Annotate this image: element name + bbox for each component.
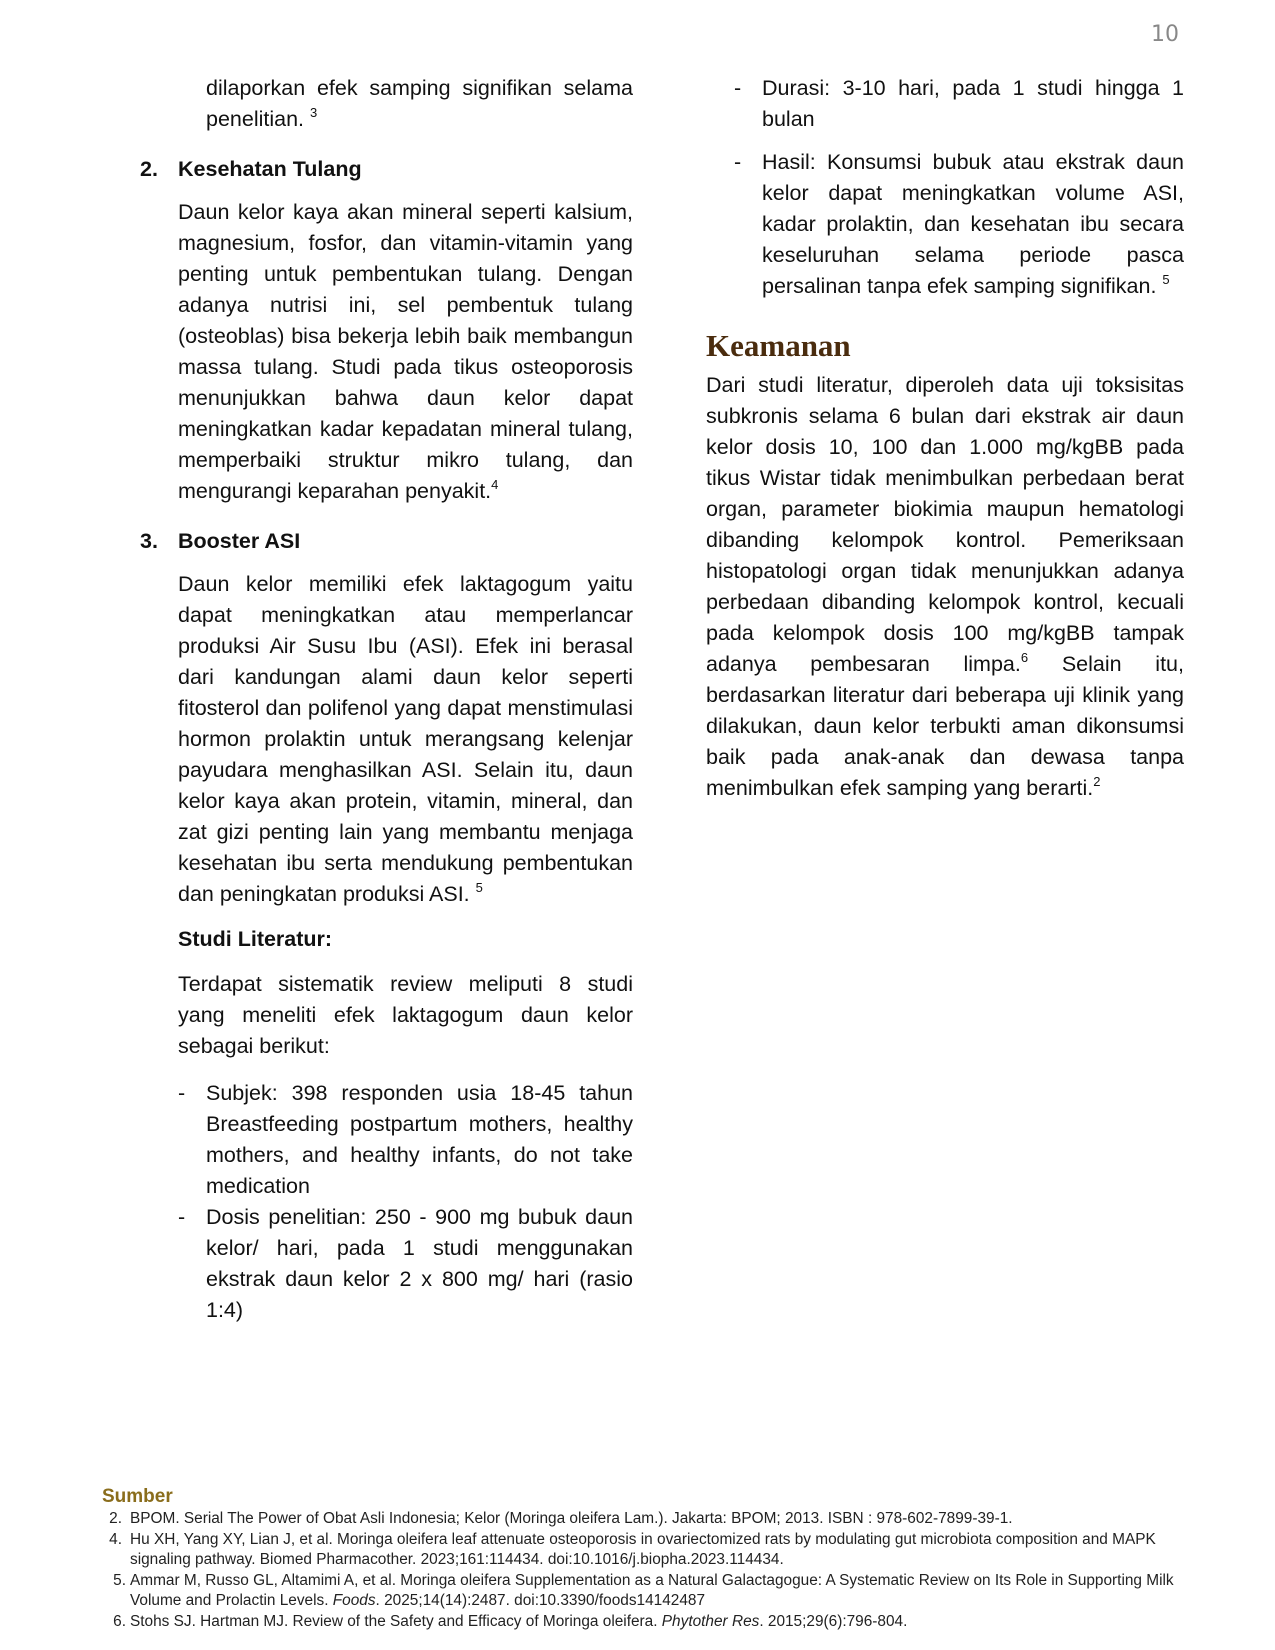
left-column: [140, 73, 633, 1326]
reference-number: 4.: [109, 1530, 122, 1548]
list-item: [734, 147, 1184, 302]
studi-literatur-heading: Studi Literatur:: [178, 927, 333, 951]
body-text: Daun kelor kaya akan mineral seperti kalsium, magnesium, fosfor, dan vitamin-vitamin yang penting untuk pembentukan tulang. Dengan adanya nutrisi ini, sel pembentuk tulang (osteoblas) bisa bekerja lebih baik membangun massa tulang. Studi pada tikus osteoporosis menunjukkan bahwa daun kelor dapat meningkatkan kadar kepadatan mineral tulang, memperbaiki struktur mikro tulang, dan mengurangi keparahan penyakit.: [178, 200, 633, 503]
intro-text: dilaporkan efek samping signifikan selama penelitian.: [206, 76, 633, 131]
reference-number: 2.: [109, 1510, 122, 1527]
list-item-text: [762, 147, 1184, 302]
section-title: Booster ASI: [178, 529, 301, 553]
dash-bullet: -: [734, 76, 742, 100]
reference-item: [102, 1612, 1182, 1633]
list-item-text: Subjek: 398 responden usia 18-45 tahun Breastfeeding postpartum mothers, healthy mothers, and healthy infants, do not take medication: [206, 1081, 633, 1198]
footnote-ref: 4: [491, 477, 499, 492]
reference-text-part: . 2025;14(14):2487. doi:10.3390/foods14142487: [375, 1592, 706, 1609]
reference-text-part: Ammar M, Russo GL, Altamimi A, et al. Moringa oleifera Supplementation as a Natural Galactagogue: A Systematic Review on Its Role in Supporting Milk Volume and Prolactin Levels.: [130, 1571, 1174, 1609]
journal-name: Phytother Res: [661, 1612, 760, 1630]
reference-text: [130, 1612, 1182, 1633]
reference-text-part: Stohs SJ. Hartman MJ. Review of the Safety and Efficacy of Moringa oleifera.: [130, 1612, 662, 1630]
reference-text: Hu XH, Yang XY, Lian J, et al. Moringa oleifera leaf attenuate osteoporosis in ovariectomized rats by modulating gut microbiota composition and MAPK signaling pathway. Biomed Pharmacother. 2023;161:114434. doi:10.1016/j.biopha.2023.114434.: [130, 1530, 1156, 1568]
reference-item: [102, 1509, 1182, 1530]
studi-literatur-list: [178, 1078, 633, 1326]
section-body-booster-asi: [178, 569, 633, 910]
footnote-ref: 5: [475, 880, 483, 895]
journal-name: Foods: [332, 1592, 376, 1609]
list-item-body: Hasil: Konsumsi bubuk atau ekstrak daun kelor dapat meningkatkan volume ASI, kadar prolaktin, dan kesehatan ibu secara keseluruhan selama periode pasca persalinan tanpa efek samping signifikan.: [762, 150, 1184, 298]
sources-section: [102, 1486, 1182, 1632]
section-heading-booster-asi: [140, 526, 633, 557]
footnote-ref: 5: [1162, 272, 1170, 287]
footnote-ref: 2: [1093, 774, 1101, 789]
reference-item: [102, 1571, 1182, 1612]
body-text: Selain itu, berdasarkan literatur dari beberapa uji klinik yang dilakukan, daun kelor terbukti aman dikonsumsi baik pada anak-anak dan dewasa tanpa menimbulkan efek samping yang berarti.: [706, 652, 1184, 800]
section-number: 3.: [140, 529, 158, 553]
list-item-text: Dosis penelitian: 250 - 900 mg bubuk daun kelor/ hari, pada 1 studi menggunakan ekstrak daun kelor 2 x 800 mg/ hari (rasio 1:4): [206, 1205, 633, 1322]
reference-item: [102, 1530, 1182, 1571]
reference-number: 5.: [113, 1571, 126, 1589]
right-column: [706, 73, 1184, 804]
sources-title: Sumber: [102, 1486, 173, 1507]
footnote-ref: 6: [1020, 650, 1029, 665]
dash-bullet: -: [178, 1081, 186, 1105]
reference-text-part: . 2015;29(6):796-804.: [759, 1612, 908, 1630]
keamanan-heading: Keamanan: [706, 328, 851, 363]
list-item: [178, 1202, 633, 1326]
reference-text: BPOM. Serial The Power of Obat Asli Indonesia; Kelor (Moringa oleifera Lam.). Jakarta: BPOM; 2013. ISBN : 978-602-7899-39-1.: [130, 1510, 1013, 1527]
studi-literatur-list-cont: [706, 73, 1184, 302]
footnote-ref: 3: [310, 105, 318, 120]
reference-text: [130, 1571, 1182, 1612]
section-title: Kesehatan Tulang: [178, 157, 362, 181]
intro-continuation: [206, 73, 633, 135]
body-text: Daun kelor memiliki efek laktagogum yaitu dapat meningkatkan atau memperlancar produksi Air Susu Ibu (ASI). Efek ini berasal dari kandungan alami daun kelor seperti fitosterol dan polifenol yang dapat menstimulasi hormon prolaktin untuk merangsang kelenjar payudara menghasilkan ASI. Selain itu, daun kelor kaya akan protein, vitamin, mineral, dan zat gizi penting lain yang membantu menjaga kesehatan ibu serta mendukung pembentukan dan peningkatan produksi ASI.: [178, 572, 633, 906]
page-number: 10: [1151, 22, 1179, 47]
section-body-kesehatan-tulang: [178, 197, 633, 507]
list-item-text: Durasi: 3-10 hari, pada 1 studi hingga 1 bulan: [762, 76, 1184, 131]
dash-bullet: -: [178, 1205, 186, 1229]
section-number: 2.: [140, 157, 158, 181]
studi-literatur-intro: Terdapat sistematik review meliputi 8 studi yang meneliti efek laktagogum daun kelor sebagai berikut:: [178, 972, 633, 1058]
body-text: Dari studi literatur, diperoleh data uji toksisitas subkronis selama 6 bulan dari ekstrak air daun kelor dosis 10, 100 dan 1.000 mg/kgBB pada tikus Wistar tidak menimbulkan perbedaan berat organ, parameter biokimia maupun hematologi dibanding kelompok kontrol. Pemeriksaan histopatologi organ tidak menunjukkan adanya perbedaan dibanding kelompok kontrol, kecuali pada kelompok dosis 100 mg/kgBB tampak adanya pembesaran limpa.: [706, 373, 1184, 676]
list-item: [734, 73, 1184, 135]
reference-number: 6.: [113, 1612, 126, 1630]
list-item: [178, 1078, 633, 1202]
dash-bullet: -: [734, 150, 742, 174]
keamanan-body: [706, 370, 1184, 804]
section-heading-kesehatan-tulang: [140, 154, 633, 185]
